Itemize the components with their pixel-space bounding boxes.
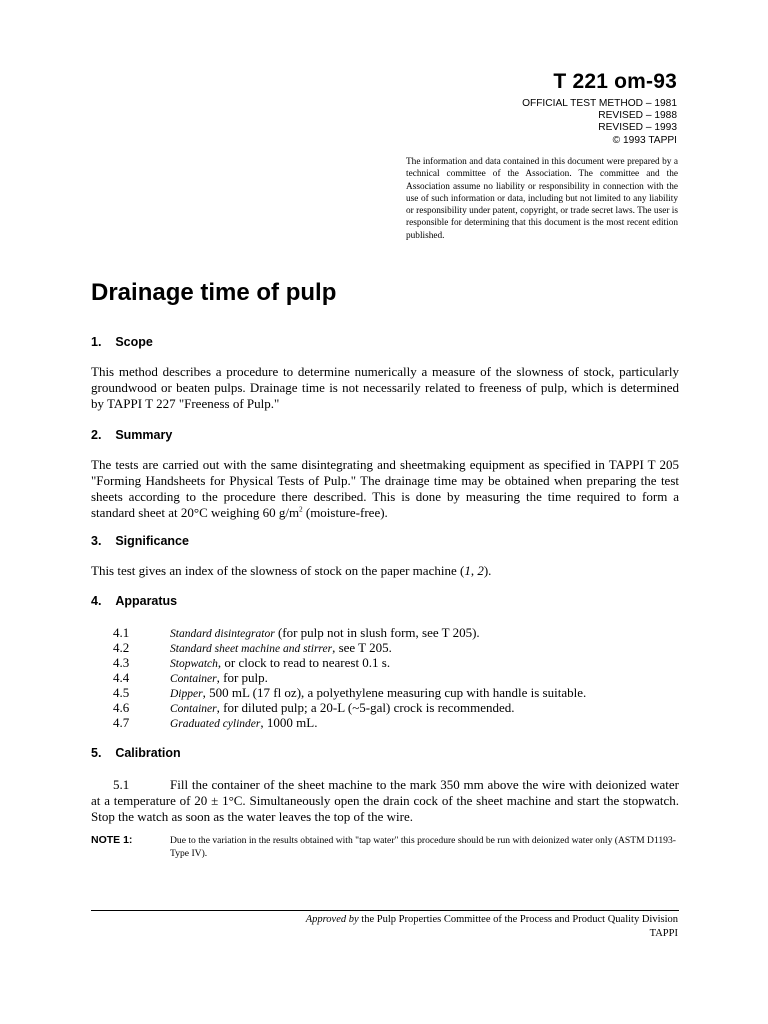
apparatus-term: Container: [170, 673, 217, 685]
reference-separator: ,: [470, 563, 478, 578]
superscript: 2: [299, 505, 303, 514]
calibration-paragraph: Fill the container of the sheet machine to the mark 350 mm above the wire with deionized water at a temperature of 20 ± 1°C. Simultaneously open the drain cock of the sheet machine and start the stopwatch. Stop the watch as soon as the water leaves the top of the wire.: [91, 777, 679, 824]
reference-2: 2: [477, 563, 484, 578]
apparatus-desc: , for pulp.: [216, 670, 268, 685]
apparatus-item-number: 4.1: [113, 625, 130, 640]
apparatus-desc: (for pulp not in slush form, see T 205).: [274, 625, 480, 640]
apparatus-item-number: 4.7: [113, 715, 130, 730]
section-heading-calibration: 5. Calibration: [91, 746, 181, 760]
section-heading-apparatus: 4. Apparatus: [91, 594, 178, 608]
apparatus-term: Standard sheet machine and stirrer: [170, 643, 333, 655]
significance-paragraph: [91, 563, 679, 579]
summary-text-end: (moisture-free).: [302, 505, 388, 520]
history-line: REVISED – 1993: [598, 122, 677, 134]
apparatus-term: Dipper: [170, 688, 203, 700]
apparatus-desc: , 500 mL (17 fl oz), a polyethylene measuring cup with handle is suitable.: [202, 685, 587, 700]
reference-1: 1: [464, 563, 471, 578]
apparatus-item-number: 4.3: [113, 655, 130, 670]
note-text: Due to the variation in the results obtained with "tap water" this procedure should be run with deionized water only (ASTM D1193-Type IV).: [170, 835, 676, 859]
apparatus-item: [170, 625, 480, 641]
apparatus-desc: , see T 205.: [332, 640, 392, 655]
apparatus-desc: , 1000 mL.: [260, 715, 318, 730]
summary-paragraph: [91, 457, 679, 521]
history-line: © 1993 TAPPI: [612, 134, 677, 146]
approved-by-text: the Pulp Properties Committee of the Process and Product Quality Division: [358, 914, 678, 925]
apparatus-item: [170, 685, 586, 701]
apparatus-item: [170, 700, 515, 716]
significance-text-end: ).: [483, 563, 492, 578]
approval-line: [306, 913, 678, 927]
disclaimer-text: The information and data contained in this document were prepared by a technical committee of the Association. The committee and the Association assume no liability or responsibility in connection with the use of such information or data, including but not limited to any liability or responsibility under patent, copyright, or trade secret laws. The user is responsible for determining that this document is the most recent edition published.: [406, 157, 678, 241]
revision-history: [522, 98, 677, 147]
apparatus-item-number: 4.2: [113, 640, 130, 655]
calibration-item-number: 5.1: [113, 777, 130, 792]
apparatus-term: Standard disintegrator: [170, 628, 275, 640]
footer: [306, 913, 678, 941]
apparatus-item: [170, 715, 317, 731]
apparatus-item-number: 4.4: [113, 670, 130, 685]
document-title: Drainage time of pulp: [91, 279, 337, 306]
apparatus-item-number: 4.5: [113, 685, 130, 700]
apparatus-term: Stopwatch: [170, 658, 218, 670]
scope-paragraph: This method describes a procedure to determine numerically a measure of the slowness of stock, particularly groundwood or beaten pulps. Drainage time is not necessarily related to freeness of pulp, which is determined by TAPPI T 227 "Freeness of Pulp.": [91, 364, 679, 411]
apparatus-desc: , for diluted pulp; a 20-L (~5-gal) crock is recommended.: [216, 700, 515, 715]
note-label: NOTE 1:: [91, 834, 133, 846]
approved-by-label: Approved by: [305, 914, 359, 925]
apparatus-term: Graduated cylinder: [170, 718, 261, 730]
significance-text: This test gives an index of the slowness of stock on the paper machine (: [91, 563, 465, 578]
summary-text: The tests are carried out with the same disintegrating and sheetmaking equipment as specified in TAPPI T 205 "Forming Handsheets for Physical Tests of Pulp." The drainage time may be obtained when preparing the test sheets according to the procedure there described. This is done by measuring the time required to form a standard sheet at 20°C weighing 60 g/m: [91, 457, 679, 520]
apparatus-item: [170, 655, 390, 671]
section-heading-summary: 2. Summary: [91, 428, 173, 442]
history-line: OFFICIAL TEST METHOD – 1981: [522, 98, 677, 109]
apparatus-term: Container: [170, 703, 217, 715]
history-line: REVISED – 1988: [598, 110, 677, 122]
apparatus-item: [170, 670, 268, 686]
apparatus-item: [170, 640, 392, 656]
document-number: T 221 om-93: [553, 70, 677, 93]
section-heading-scope: 1. Scope: [91, 335, 153, 349]
footer-divider: [91, 910, 679, 911]
section-heading-significance: 3. Significance: [91, 534, 189, 548]
apparatus-desc: , or clock to read to nearest 0.1 s.: [217, 655, 391, 670]
footer-org: TAPPI: [649, 928, 678, 939]
apparatus-item-number: 4.6: [113, 700, 130, 715]
